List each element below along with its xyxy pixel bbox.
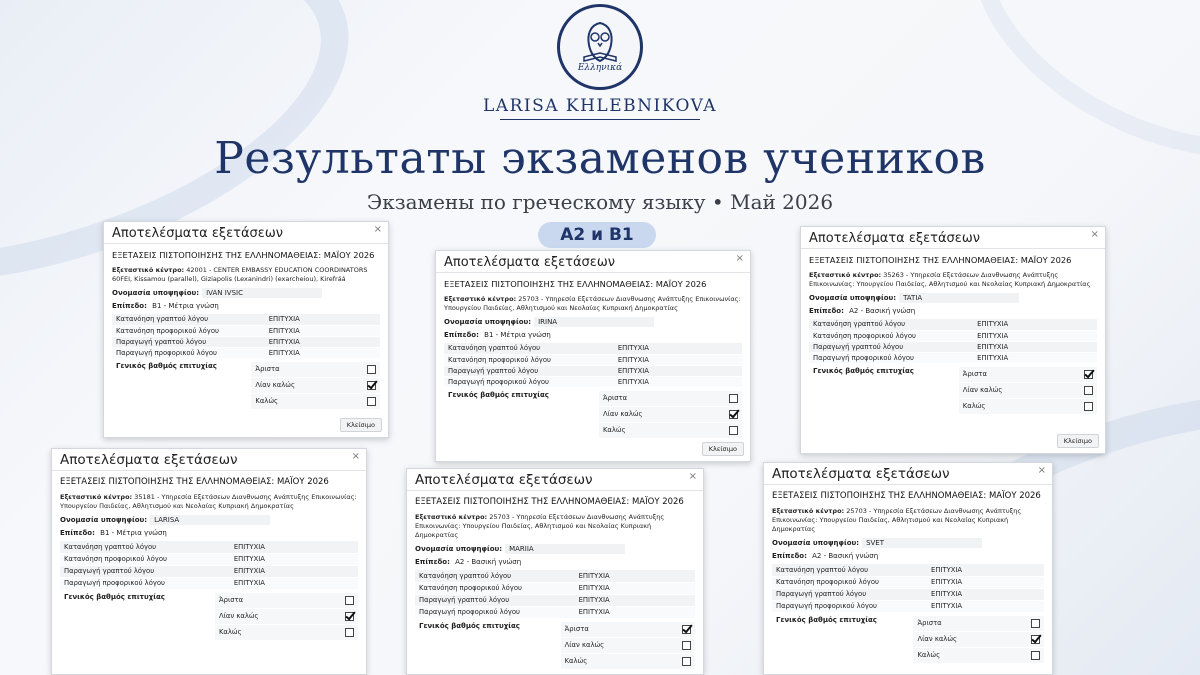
level-value: B1 - Μέτρια γνώση [152, 302, 219, 310]
result-value: ΕΠΙΤΥΧΙΑ [265, 336, 380, 347]
exam-center-value: 25703 - Υπηρεσία Εξετάσεων Διανθνωσης Ανάπτυξης Επικοινωνίας: Υπουργείου Παιδείας, Αθλητισμού και Νεολαίας Κυπριακή Δημοκρατίας [444, 295, 741, 312]
exam-results-dialog [800, 226, 1106, 454]
grade-options [599, 391, 742, 439]
grade-checkbox[interactable] [729, 410, 738, 419]
grade-option [599, 391, 742, 406]
exam-heading: ΕΞΕΤΑΣΕΙΣ ΠΙΣΤΟΠΟΙΗΣΗΣ ΤΗΣ ΕΛΛΗΝΟΜΑΘΕΙΑΣ: ΜΑΪΟΥ 2026 [809, 255, 1072, 265]
grade-checkbox[interactable] [1031, 619, 1040, 628]
result-value: ΕΠΙΤΥΧΙΑ [927, 564, 1044, 576]
exam-center-label: Εξεταστικό κέντρο: [112, 266, 185, 274]
result-value: ΕΠΙΤΥΧΙΑ [265, 325, 380, 336]
candidate-name: SVET [862, 538, 982, 548]
exam-center [60, 493, 358, 511]
results-table [444, 343, 742, 388]
results-table [112, 314, 380, 359]
skill-label: Παραγωγή γραπτού λόγου [415, 594, 575, 606]
grade-option-label: Καλώς [917, 651, 941, 659]
candidate-label: Ονομασία υποψηφίου: [60, 516, 148, 524]
candidate-name: IVAN IVSIC [202, 288, 322, 298]
candidate-row [772, 538, 1044, 548]
candidate-name: TATIA [899, 293, 1019, 303]
grade-checkbox[interactable] [345, 596, 354, 605]
result-value: ΕΠΙΤΥΧΙΑ [230, 553, 358, 565]
grade-option-label: Λίαν καλώς [917, 635, 958, 643]
grade-option [251, 378, 380, 393]
skill-label: Κατανόηση προφορικού λόγου [809, 330, 973, 341]
grade-option [599, 423, 742, 438]
grade-option-label: Καλώς [564, 657, 588, 665]
result-row [444, 354, 742, 365]
skill-label: Κατανόηση προφορικού λόγου [112, 325, 265, 336]
grade-option [251, 362, 380, 377]
grade-label: Γενικός βαθμός επιτυχίας [776, 615, 877, 624]
grade-block [772, 616, 1044, 664]
exam-center [772, 507, 1044, 534]
skill-label: Παραγωγή προφορικού λόγου [444, 376, 614, 387]
candidate-name: MARIIA [505, 544, 625, 554]
level-label: Επίπεδο: [60, 529, 95, 537]
grade-option-label: Λίαν καλώς [218, 612, 259, 620]
candidate-row [444, 317, 742, 327]
dialog-header [801, 227, 1105, 249]
result-row [772, 600, 1044, 612]
result-row [772, 588, 1044, 600]
exam-heading: ΕΞΕΤΑΣΕΙΣ ΠΙΣΤΟΠΟΙΗΣΗΣ ΤΗΣ ΕΛΛΗΝΟΜΑΘΕΙΑΣ: ΜΑΪΟΥ 2026 [60, 477, 329, 487]
grade-option-label: Άριστα [602, 394, 628, 402]
level-row [60, 529, 358, 537]
grade-checkbox[interactable] [1031, 651, 1040, 660]
skill-label: Παραγωγή προφορικού λόγου [809, 352, 973, 363]
brand-header [0, 4, 1200, 120]
skill-label: Κατανόηση γραπτού λόγου [415, 570, 575, 582]
grade-option [599, 407, 742, 422]
grade-option [913, 648, 1044, 663]
grade-option-label: Άριστα [564, 625, 589, 633]
exam-results-dialog [435, 250, 751, 462]
result-row [809, 341, 1097, 352]
exam-results-dialog [51, 448, 367, 675]
result-row [809, 352, 1097, 363]
exam-center [112, 266, 380, 284]
grade-options [561, 622, 695, 670]
close-icon[interactable]: × [373, 224, 382, 235]
skill-label: Παραγωγή γραπτού λόγου [60, 565, 230, 577]
grade-option-label: Λίαν καλώς [255, 381, 295, 389]
exam-heading: ΕΞΕΤΑΣΕΙΣ ΠΙΣΤΟΠΟΙΗΣΗΣ ΤΗΣ ΕΛΛΗΝΟΜΑΘΕΙΑΣ: ΜΑΪΟΥ 2026 [112, 250, 375, 260]
grade-checkbox[interactable] [345, 612, 354, 621]
level-label: Επίπεδο: [444, 331, 479, 339]
candidate-row [112, 288, 380, 298]
result-row [415, 606, 695, 618]
grade-option-label: Άριστα [917, 619, 942, 627]
page-subtitle: Экзамены по греческому языку • Май 2026 [366, 190, 834, 214]
level-label: Επίπεδο: [112, 302, 147, 310]
grade-checkbox[interactable] [1084, 402, 1093, 411]
grade-checkbox[interactable] [1084, 386, 1093, 395]
brand-name: LARISA KHLEBNIKOVA [483, 96, 717, 116]
result-value: ΕΠΙΤΥΧΙΑ [575, 582, 695, 594]
grade-option-label: Καλώς [218, 628, 242, 636]
level-row [772, 552, 1044, 560]
exam-results-dialog [763, 462, 1053, 675]
result-value: ΕΠΙΤΥΧΙΑ [927, 588, 1044, 600]
grade-checkbox[interactable] [729, 394, 738, 403]
grade-block [444, 391, 742, 439]
result-row [444, 343, 742, 354]
exam-center-value: 42001 - CENTER EMBASSY EDUCATION COORDINATORS 60FEI, Kissamou (parallel), Giziapolis (Lexanindri) (exarcheiou), Kirefráá [112, 266, 368, 283]
grade-option [215, 609, 358, 624]
grade-checkbox[interactable] [345, 628, 354, 637]
close-icon[interactable]: × [688, 471, 697, 482]
exam-center-value: 35181 - Υπηρεσία Εξετάσεων Διανθνωσης Ανάπτυξης Επικοινωνίας: Υπουργείου Παιδείας, Αθλητισμού και Νεολαίας Κυπριακή Δημοκρατίας [60, 493, 357, 510]
close-icon[interactable]: × [1037, 465, 1046, 476]
grade-block [112, 362, 380, 410]
grade-option [913, 632, 1044, 647]
close-button[interactable]: Κλείσιμο [340, 418, 382, 432]
skill-label: Κατανόηση γραπτού λόγου [112, 314, 265, 325]
result-value: ΕΠΙΤΥΧΙΑ [575, 594, 695, 606]
skill-label: Παραγωγή γραπτού λόγου [772, 588, 927, 600]
grade-block [809, 367, 1097, 415]
level-value: B1 - Μέτρια γνώση [100, 529, 167, 537]
grade-checkbox[interactable] [367, 397, 376, 406]
result-value: ΕΠΙΤΥΧΙΑ [614, 354, 742, 365]
level-badge: A2 и B1 [538, 222, 656, 248]
owl-logo-icon [557, 4, 643, 90]
result-value: ΕΠΙΤΥΧΙΑ [614, 343, 742, 354]
grade-option [561, 638, 695, 653]
level-label: Επίπεδο: [415, 558, 450, 566]
exam-center-label: Εξεταστικό κέντρο: [444, 295, 517, 303]
grade-checkbox[interactable] [1031, 635, 1040, 644]
skill-label: Παραγωγή γραπτού λόγου [809, 341, 973, 352]
candidate-label: Ονομασία υποψηφίου: [112, 289, 200, 297]
result-row [809, 319, 1097, 330]
exam-center [444, 295, 742, 313]
skill-label: Κατανόηση προφορικού λόγου [444, 354, 614, 365]
results-table [415, 570, 695, 619]
result-row [444, 376, 742, 387]
level-row [444, 331, 742, 339]
dialog-title: Αποτελέσματα εξετάσεων [809, 231, 980, 246]
grade-option-label: Καλώς [255, 397, 279, 405]
skill-label: Κατανόηση προφορικού λόγου [60, 553, 230, 565]
exam-center-label: Εξεταστικό κέντρο: [809, 271, 882, 279]
result-row [415, 582, 695, 594]
dialog-title: Αποτελέσματα εξετάσεων [772, 466, 950, 482]
result-row [444, 365, 742, 376]
candidate-label: Ονομασία υποψηφίου: [415, 545, 503, 553]
grade-checkbox[interactable] [1084, 370, 1093, 379]
skill-label: Παραγωγή γραπτού λόγου [444, 365, 614, 376]
level-value: B1 - Μέτρια γνώση [484, 331, 551, 339]
exam-center-label: Εξεταστικό κέντρο: [60, 493, 133, 501]
grade-checkbox[interactable] [367, 365, 376, 374]
result-row [60, 577, 358, 589]
grade-option [251, 394, 380, 409]
result-value: ΕΠΙΤΥΧΙΑ [575, 570, 695, 582]
grade-option-label: Άριστα [218, 596, 244, 604]
grade-checkbox[interactable] [682, 641, 691, 650]
grade-block [415, 622, 695, 670]
grade-option-label: Λίαν καλώς [564, 641, 605, 649]
result-value: ΕΠΙΤΥΧΙΑ [230, 541, 358, 553]
grade-option-label: Άριστα [962, 370, 987, 378]
grade-options [959, 367, 1097, 415]
grade-options [913, 616, 1044, 664]
dialog-title: Αποτελέσματα εξετάσεων [60, 452, 238, 468]
skill-label: Κατανόηση γραπτού λόγου [60, 541, 230, 553]
result-value: ΕΠΙΤΥΧΙΑ [973, 330, 1097, 341]
result-row [60, 541, 358, 553]
result-row [112, 314, 380, 325]
result-value: ΕΠΙΤΥΧΙΑ [614, 365, 742, 376]
result-value: ΕΠΙΤΥΧΙΑ [265, 347, 380, 358]
candidate-name: IRINA [534, 317, 654, 327]
grade-option [561, 622, 695, 637]
level-value: A2 - Βασική γνώση [455, 558, 522, 566]
grade-option [215, 593, 358, 608]
result-value: ΕΠΙΤΥΧΙΑ [973, 352, 1097, 363]
grade-option [959, 367, 1097, 382]
result-value: ΕΠΙΤΥΧΙΑ [614, 376, 742, 387]
grade-label: Γενικός βαθμός επιτυχίας [116, 361, 217, 370]
result-value: ΕΠΙΤΥΧΙΑ [230, 565, 358, 577]
close-button[interactable]: Κλείσιμο [702, 442, 744, 456]
result-row [112, 325, 380, 336]
result-row [60, 553, 358, 565]
grade-option-label: Καλώς [602, 426, 626, 434]
result-row [415, 570, 695, 582]
exam-results-dialog [406, 468, 704, 675]
close-icon[interactable]: × [1090, 229, 1099, 240]
candidate-label: Ονομασία υποψηφίου: [809, 294, 897, 302]
exam-center-value: 25703 - Υπηρεσία Εξετάσεων Διανθνωσης Ανάπτυξης Επικοινωνίας: Υπουργείου Παιδείας, Αθλητισμού και Νεολαίας Κυπριακή Δημοκρατίας [772, 507, 1022, 533]
grade-option [959, 399, 1097, 414]
grade-option [215, 625, 358, 640]
close-button[interactable]: Κλείσιμο [1057, 434, 1099, 448]
result-row [112, 347, 380, 358]
exam-center-value: 35263 - Υπηρεσία Εξετάσεων Διανθνωσης Ανάπτυξης Επικοινωνίας: Υπουργείου Παιδείας, Αθλητισμού και Νεολαίας Κυπριακή Δημοκρατίας [809, 271, 1091, 288]
skill-label: Παραγωγή προφορικού λόγου [415, 606, 575, 618]
result-row [60, 565, 358, 577]
candidate-row [415, 544, 695, 554]
grade-checkbox[interactable] [367, 381, 376, 390]
candidate-row [809, 293, 1097, 303]
grade-option-label: Λίαν καλώς [602, 410, 643, 418]
level-value: A2 - Βασική γνώση [849, 307, 916, 315]
level-label: Επίπεδο: [772, 552, 807, 560]
dialog-header [407, 469, 703, 491]
result-value: ΕΠΙΤΥΧΙΑ [927, 600, 1044, 612]
result-row [772, 576, 1044, 588]
exam-center-label: Εξεταστικό κέντρο: [772, 507, 845, 515]
grade-option [959, 383, 1097, 398]
logo-script-text: Ελληνικά [577, 63, 623, 73]
level-row [415, 558, 695, 566]
results-table [809, 319, 1097, 364]
dialog-title: Αποτελέσματα εξετάσεων [444, 255, 615, 270]
level-value: A2 - Βασική γνώση [812, 552, 879, 560]
result-value: ΕΠΙΤΥΧΙΑ [927, 576, 1044, 588]
grade-option-label: Καλώς [962, 402, 986, 410]
grade-checkbox[interactable] [682, 657, 691, 666]
exam-heading: ΕΞΕΤΑΣΕΙΣ ΠΙΣΤΟΠΟΙΗΣΗΣ ΤΗΣ ΕΛΛΗΝΟΜΑΘΕΙΑΣ: ΜΑΪΟΥ 2026 [772, 491, 1041, 501]
result-row [112, 336, 380, 347]
grade-checkbox[interactable] [729, 426, 738, 435]
exam-results-dialog [103, 221, 389, 438]
exam-heading: ΕΞΕΤΑΣΕΙΣ ΠΙΣΤΟΠΟΙΗΣΗΣ ΤΗΣ ΕΛΛΗΝΟΜΑΘΕΙΑΣ: ΜΑΪΟΥ 2026 [444, 279, 707, 289]
grade-options [215, 593, 358, 641]
skill-label: Παραγωγή προφορικού λόγου [60, 577, 230, 589]
page-title: Результаты экзаменов учеников [214, 133, 986, 184]
candidate-name: LARISA [150, 515, 270, 525]
result-value: ΕΠΙΤΥΧΙΑ [973, 319, 1097, 330]
grade-checkbox[interactable] [682, 625, 691, 634]
result-row [415, 594, 695, 606]
skill-label: Κατανόηση προφορικού λόγου [415, 582, 575, 594]
grade-label: Γενικός βαθμός επιτυχίας [419, 621, 520, 630]
dialog-header [104, 222, 388, 244]
skill-label: Κατανόηση γραπτού λόγου [444, 343, 614, 354]
candidate-row [60, 515, 358, 525]
dialog-title: Αποτελέσματα εξετάσεων [415, 472, 593, 488]
results-table [60, 541, 358, 590]
skill-label: Παραγωγή προφορικού λόγου [772, 600, 927, 612]
skill-label: Κατανόηση γραπτού λόγου [809, 319, 973, 330]
exam-center [809, 271, 1097, 289]
candidate-label: Ονομασία υποψηφίου: [444, 318, 532, 326]
dialog-header [764, 463, 1052, 485]
skill-label: Παραγωγή προφορικού λόγου [112, 347, 265, 358]
close-icon[interactable]: × [351, 451, 360, 462]
result-value: ΕΠΙΤΥΧΙΑ [265, 314, 380, 325]
skill-label: Παραγωγή γραπτού λόγου [112, 336, 265, 347]
grade-label: Γενικός βαθμός επιτυχίας [64, 592, 165, 601]
level-label: Επίπεδο: [809, 307, 844, 315]
exam-center [415, 513, 695, 540]
grade-option-label: Λίαν καλώς [962, 386, 1003, 394]
skill-label: Κατανόηση γραπτού λόγου [772, 564, 927, 576]
grade-option [561, 654, 695, 669]
grade-option [913, 616, 1044, 631]
dialog-title: Αποτελέσματα εξετάσεων [112, 226, 283, 241]
exam-center-label: Εξεταστικό κέντρο: [415, 513, 488, 521]
result-value: ΕΠΙΤΥΧΙΑ [230, 577, 358, 589]
skill-label: Κατανόηση προφορικού λόγου [772, 576, 927, 588]
result-row [772, 564, 1044, 576]
grade-option-label: Άριστα [255, 365, 280, 373]
dialog-header [436, 251, 750, 273]
grade-label: Γενικός βαθμός επιτυχίας [448, 390, 549, 399]
level-row [112, 302, 380, 310]
grade-block [60, 593, 358, 641]
result-value: ΕΠΙΤΥΧΙΑ [973, 341, 1097, 352]
grade-label: Γενικός βαθμός επιτυχίας [813, 366, 914, 375]
result-value: ΕΠΙΤΥΧΙΑ [575, 606, 695, 618]
exam-center-value: 25703 - Υπηρεσία Εξετάσεων Διανθνωσης Ανάπτυξης Επικοινωνίας: Υπουργείου Παιδείας, Αθλητισμού και Νεολαίας Κυπριακή Δημοκρατίας [415, 513, 665, 539]
close-icon[interactable]: × [735, 253, 744, 264]
grade-options [251, 362, 380, 410]
result-row [809, 330, 1097, 341]
level-row [809, 307, 1097, 315]
dialog-header [52, 449, 366, 471]
results-table [772, 564, 1044, 613]
exam-heading: ΕΞΕΤΑΣΕΙΣ ΠΙΣΤΟΠΟΙΗΣΗΣ ΤΗΣ ΕΛΛΗΝΟΜΑΘΕΙΑΣ: ΜΑΪΟΥ 2026 [415, 497, 684, 507]
brand-divider [500, 119, 700, 120]
candidate-label: Ονομασία υποψηφίου: [772, 539, 860, 547]
